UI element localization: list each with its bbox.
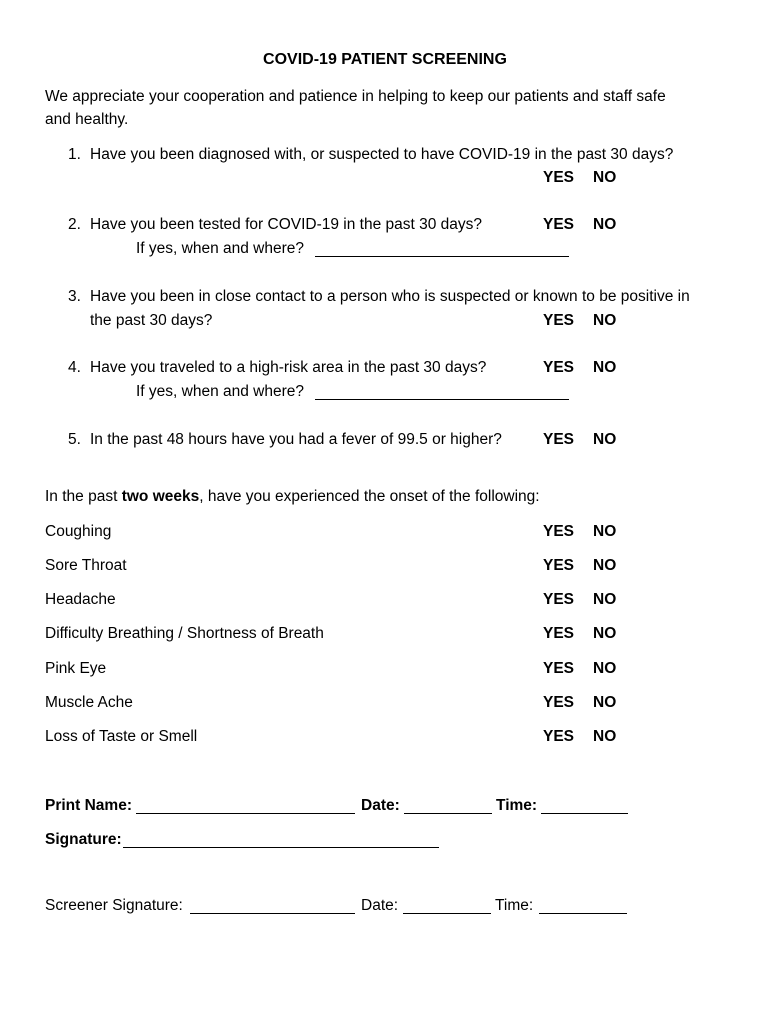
symptoms-intro-after: , have you experienced the onset of the following: [199,488,540,505]
yes-option[interactable]: YES [543,431,575,448]
yes-option[interactable]: YES [543,557,575,574]
no-option[interactable]: NO [593,660,617,677]
no-option[interactable]: NO [593,694,617,711]
time-field[interactable] [541,799,628,814]
question-text: Have you been diagnosed with, or suspected to have COVID-19 in the past 30 days? [90,146,674,163]
intro-text-line-2: and healthy. [45,111,129,128]
no-option[interactable]: NO [593,625,617,642]
screener-time-field[interactable] [539,899,627,914]
no-option[interactable]: NO [593,359,617,376]
yes-option[interactable]: YES [543,728,575,745]
symptoms-intro-before: In the past [45,488,122,505]
intro-text-line-1: We appreciate your cooperation and patience in helping to keep our patients and staff safe [45,88,666,105]
yes-option[interactable]: YES [543,169,575,186]
question-number: 4. [68,359,81,376]
yes-option[interactable]: YES [543,625,575,642]
symptom-label: Muscle Ache [45,694,133,711]
question-number: 3. [68,288,81,305]
yes-option[interactable]: YES [543,523,575,540]
screener-signature-label: Screener Signature: [45,897,183,914]
symptom-label: Coughing [45,523,112,540]
no-option[interactable]: NO [593,728,617,745]
question-text: Have you traveled to a high-risk area in the past 30 days? [90,359,487,376]
symptom-label: Headache [45,591,116,608]
question-text: Have you been in close contact to a person who is suspected or known to be positive in [90,288,690,305]
yes-option[interactable]: YES [543,591,575,608]
no-option[interactable]: NO [593,557,617,574]
yes-option[interactable]: YES [543,694,575,711]
no-option[interactable]: NO [593,523,617,540]
question-number: 1. [68,146,81,163]
question-number: 5. [68,431,81,448]
page-title: COVID-19 PATIENT SCREENING [263,51,507,68]
print-name-field[interactable] [136,799,355,814]
no-option[interactable]: NO [593,169,617,186]
symptom-label: Sore Throat [45,557,127,574]
symptoms-intro-bold: two weeks [121,488,200,505]
print-name-label: Print Name: [45,797,132,814]
symptoms-intro [45,488,540,506]
signature-label: Signature: [45,831,122,848]
screener-signature-field[interactable] [190,899,355,914]
when-where-field[interactable] [315,242,569,257]
time-label: Time: [496,797,538,814]
question-text: In the past 48 hours have you had a fever of 99.5 or higher? [90,431,502,448]
yes-option[interactable]: YES [543,216,575,233]
date-field[interactable] [404,799,492,814]
no-option[interactable]: NO [593,312,617,329]
screener-date-field[interactable] [403,899,491,914]
when-where-label: If yes, when and where? [136,383,305,400]
no-option[interactable]: NO [593,431,617,448]
yes-option[interactable]: YES [543,359,575,376]
question-text: Have you been tested for COVID-19 in the past 30 days? [90,216,483,233]
yes-option[interactable]: YES [543,312,575,329]
question-text-line-2: the past 30 days? [90,312,213,329]
when-where-label: If yes, when and where? [136,240,305,257]
signature-field[interactable] [123,833,439,848]
symptom-label: Difficulty Breathing / Shortness of Breath [45,625,324,642]
screener-time-label: Time: [495,897,534,914]
symptom-label: Pink Eye [45,660,107,677]
when-where-field[interactable] [315,385,569,400]
screener-date-label: Date: [361,897,399,914]
yes-option[interactable]: YES [543,660,575,677]
date-label: Date: [361,797,400,814]
symptom-label: Loss of Taste or Smell [45,728,198,745]
no-option[interactable]: NO [593,216,617,233]
question-number: 2. [68,216,81,233]
no-option[interactable]: NO [593,591,617,608]
